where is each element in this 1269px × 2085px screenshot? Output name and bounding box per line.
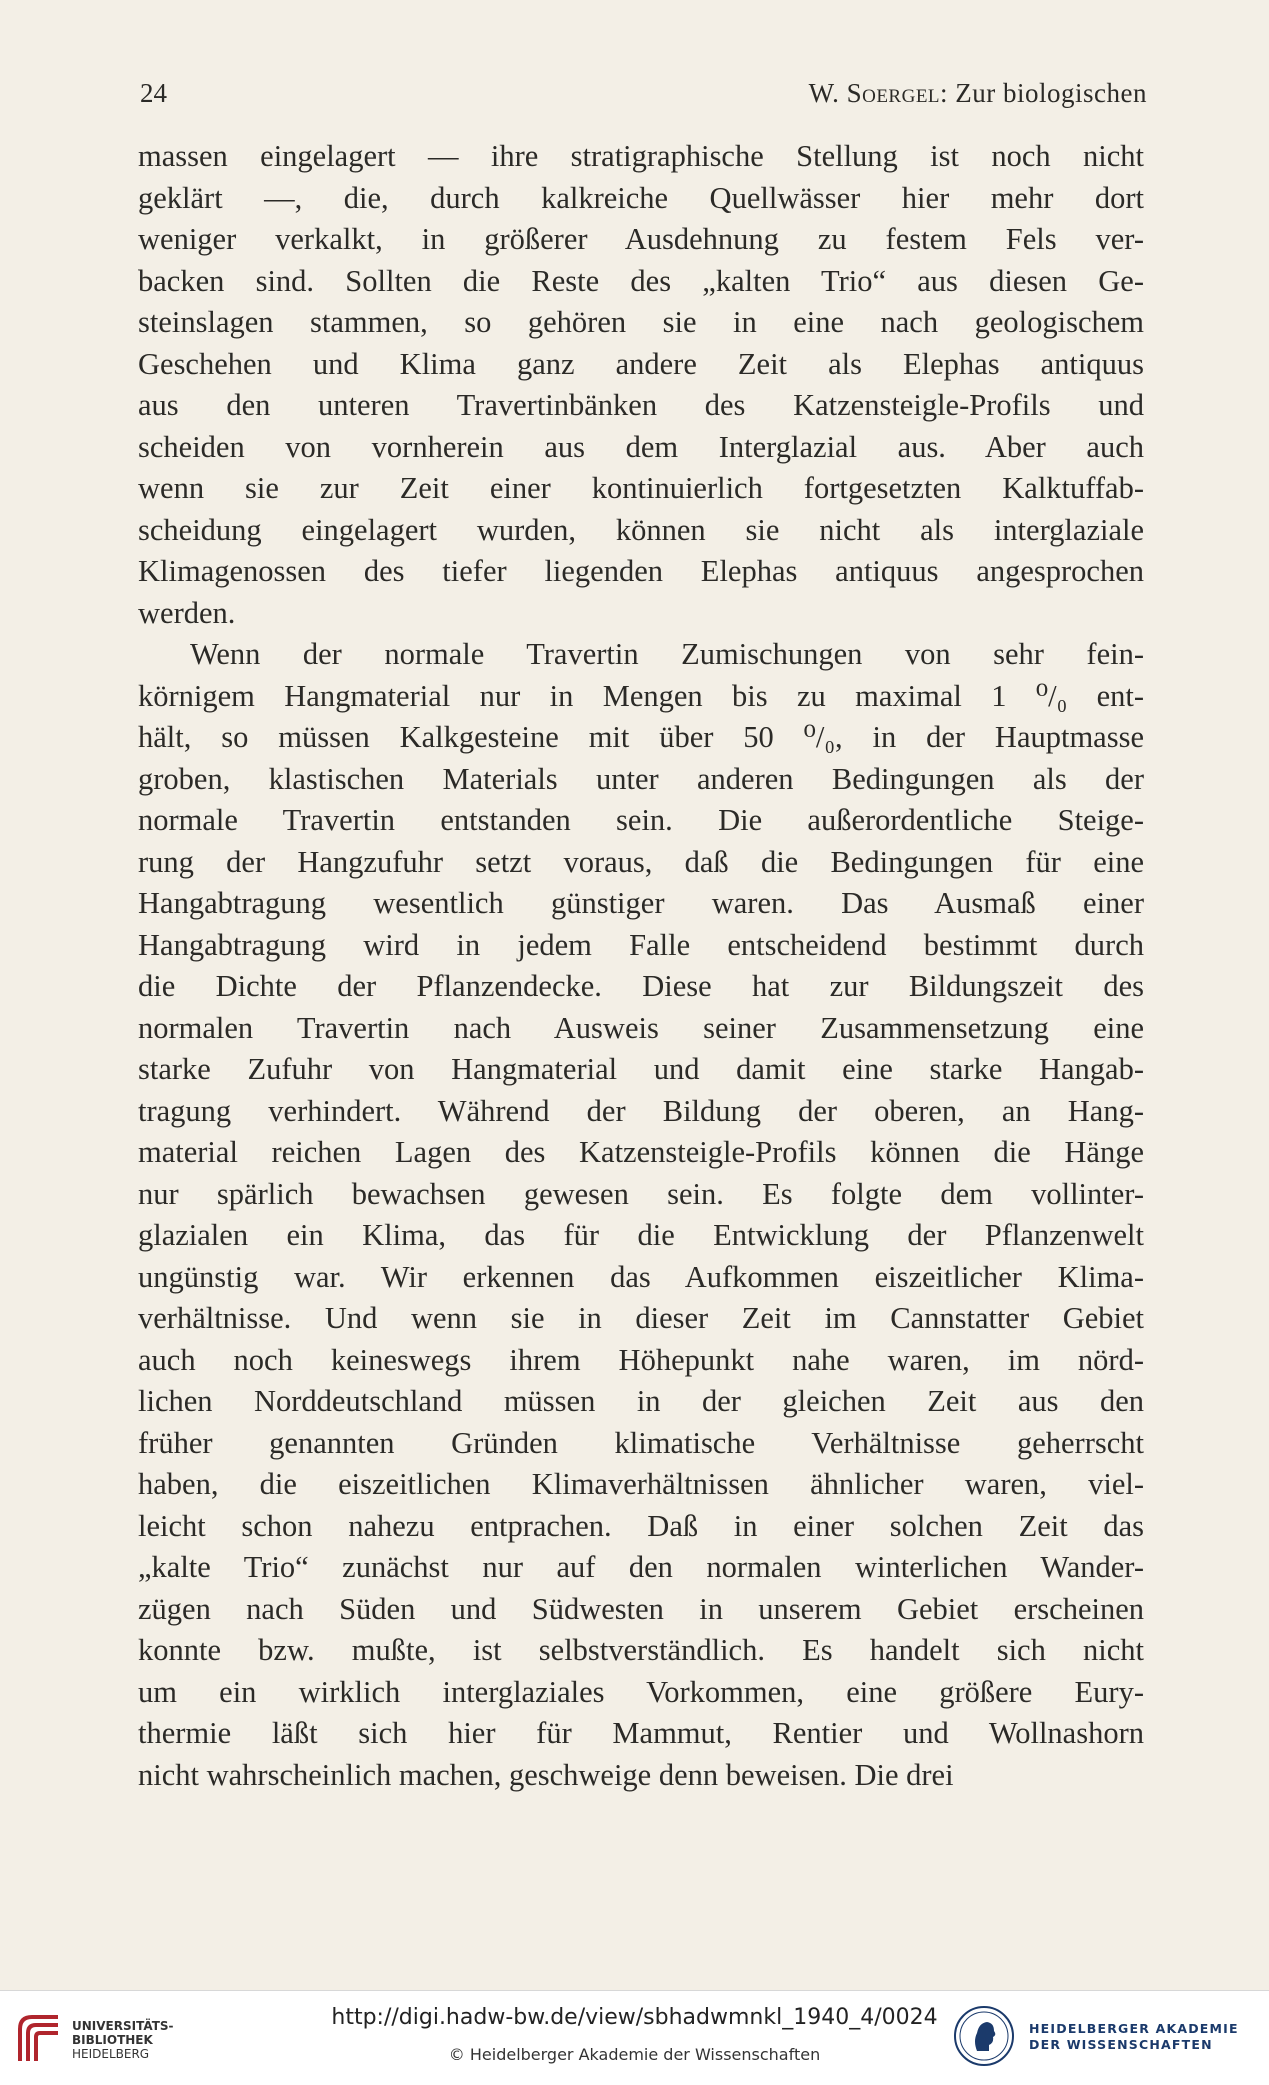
text-line: geklärt —, die, durch kalkreiche Quellwässer hier mehr dort bbox=[138, 180, 1144, 215]
text-line: steinslagen stammen, so gehören sie in eine nach geologischem bbox=[138, 305, 1144, 339]
text-line: normale Travertin entstanden sein. Die außerordentliche Steige- bbox=[138, 803, 1144, 837]
text-line: körnigem Hangmaterial nur in Mengen bis zu maximal 1 ⁰/₀ ent- bbox=[138, 678, 1144, 713]
text-line: wenn sie zur Zeit einer kontinuierlich fortgesetzten Kalktuffab- bbox=[138, 471, 1144, 505]
text-line: konnte bzw. mußte, ist selbstverständlich. Es handelt sich nicht bbox=[138, 1633, 1144, 1667]
text-line: haben, die eiszeitlichen Klimaverhältnissen ähnlicher waren, viel- bbox=[138, 1467, 1144, 1501]
text-line: tragung verhindert. Während der Bildung der oberen, an Hang- bbox=[138, 1093, 1144, 1128]
digitization-footer bbox=[0, 1990, 1269, 2085]
text-line: glazialen ein Klima, das für die Entwicklung der Pflanzenwelt bbox=[138, 1218, 1144, 1252]
academy-line-2: DER WISSENSCHAFTEN bbox=[1029, 2037, 1213, 2052]
text-line: thermie läßt sich hier für Mammut, Rentier und Wollnashorn bbox=[138, 1716, 1144, 1750]
text-line: massen eingelagert — ihre stratigraphische Stellung ist noch nicht bbox=[138, 139, 1144, 173]
text-line: Hangabtragung wesentlich günstiger waren. Das Ausmaß einer bbox=[138, 886, 1144, 920]
text-line: starke Zufuhr von Hangmaterial und damit eine starke Hangab- bbox=[138, 1052, 1144, 1086]
text-line: Klimagenossen des tiefer liegenden Elephas antiquus angesprochen bbox=[138, 554, 1144, 588]
copyright-notice: © Heidelberger Akademie der Wissenschaften bbox=[448, 2045, 821, 2064]
text-line: scheidung eingelagert wurden, können sie nicht als interglaziale bbox=[138, 512, 1144, 547]
text-line: die Dichte der Pflanzendecke. Diese hat zur Bildungszeit des bbox=[138, 969, 1144, 1003]
text-line: rung der Hangzufuhr setzt voraus, daß die Bedingungen für eine bbox=[138, 844, 1144, 879]
text-line: früher genannten Gründen klimatische Verhältnisse geherrscht bbox=[138, 1425, 1144, 1460]
page-header bbox=[140, 78, 1147, 118]
text-line: ungünstig war. Wir erkennen das Aufkommen eiszeitlicher Klima- bbox=[138, 1259, 1144, 1294]
text-line: Hangabtragung wird in jedem Falle entscheidend bestimmt durch bbox=[138, 927, 1144, 962]
text-line: backen sind. Sollten die Reste des „kalten Trio“ aus diesen Ge- bbox=[138, 263, 1144, 298]
text-line: material reichen Lagen des Katzensteigle-Profils können die Hänge bbox=[138, 1135, 1144, 1169]
academy-text bbox=[1029, 2021, 1239, 2053]
text-line: weniger verkalkt, in größerer Ausdehnung zu festem Fels ver- bbox=[138, 222, 1144, 256]
page-number: 24 bbox=[140, 78, 167, 108]
text-line: zügen nach Süden und Südwesten in unserem Gebiet erscheinen bbox=[138, 1591, 1144, 1626]
text-line: Wenn der normale Travertin Zumischungen von sehr fein- bbox=[190, 637, 1144, 671]
text-line: auch noch keineswegs ihrem Höhepunkt nahe waren, im nörd- bbox=[138, 1342, 1144, 1377]
academy-line-1: HEIDELBERGER AKADEMIE bbox=[1029, 2021, 1239, 2036]
text-line: hält, so müssen Kalkgesteine mit über 50 ⁰/₀, in der Hauptmasse bbox=[138, 720, 1144, 754]
library-line-2: BIBLIOTHEK bbox=[72, 2033, 153, 2047]
permalink-url[interactable]: http://digi.hadw-bw.de/view/sbhadwmnkl_1940_4/0024 bbox=[331, 2005, 938, 2030]
running-title: : Zur biologischen bbox=[940, 78, 1147, 108]
academy-logo[interactable] bbox=[953, 2005, 1253, 2071]
text-line: groben, klastischen Materials unter anderen Bedingungen als der bbox=[138, 761, 1144, 796]
author-initial: W. bbox=[808, 78, 847, 108]
running-head bbox=[809, 78, 1147, 109]
library-line-1: UNIVERSITÄTS- bbox=[72, 2019, 174, 2033]
author-name: Soergel bbox=[846, 78, 941, 108]
text-line: nicht wahrscheinlich machen, geschweige denn beweisen. Die drei bbox=[138, 1757, 954, 1792]
text-line: scheiden von vornherein aus dem Interglazial aus. Aber auch bbox=[138, 429, 1144, 464]
text-line: „kalte Trio“ zunächst nur auf den normalen winterlichen Wander- bbox=[138, 1550, 1144, 1584]
text-line: aus den unteren Travertinbänken des Katzensteigle-Profils und bbox=[138, 388, 1144, 422]
text-line: Geschehen und Klima ganz andere Zeit als Elephas antiquus bbox=[138, 346, 1144, 381]
text-line: nur spärlich bewachsen gewesen sein. Es folgte dem vollinter- bbox=[138, 1176, 1144, 1211]
text-line: werden. bbox=[138, 595, 236, 630]
library-line-3: HEIDELBERG bbox=[72, 2047, 150, 2061]
body-text bbox=[138, 136, 1144, 1796]
text-line: normalen Travertin nach Ausweis seiner Zusammensetzung eine bbox=[138, 1010, 1144, 1045]
academy-seal-icon bbox=[953, 2005, 1015, 2067]
text-line: verhältnisse. Und wenn sie in dieser Zeit im Cannstatter Gebiet bbox=[138, 1301, 1144, 1335]
text-line: um ein wirklich interglaziales Vorkommen, eine größere Eury- bbox=[138, 1674, 1144, 1709]
text-line: lichen Norddeutschland müssen in der gleichen Zeit aus den bbox=[138, 1384, 1144, 1418]
text-line: leicht schon nahezu entprachen. Daß in einer solchen Zeit das bbox=[138, 1508, 1144, 1543]
